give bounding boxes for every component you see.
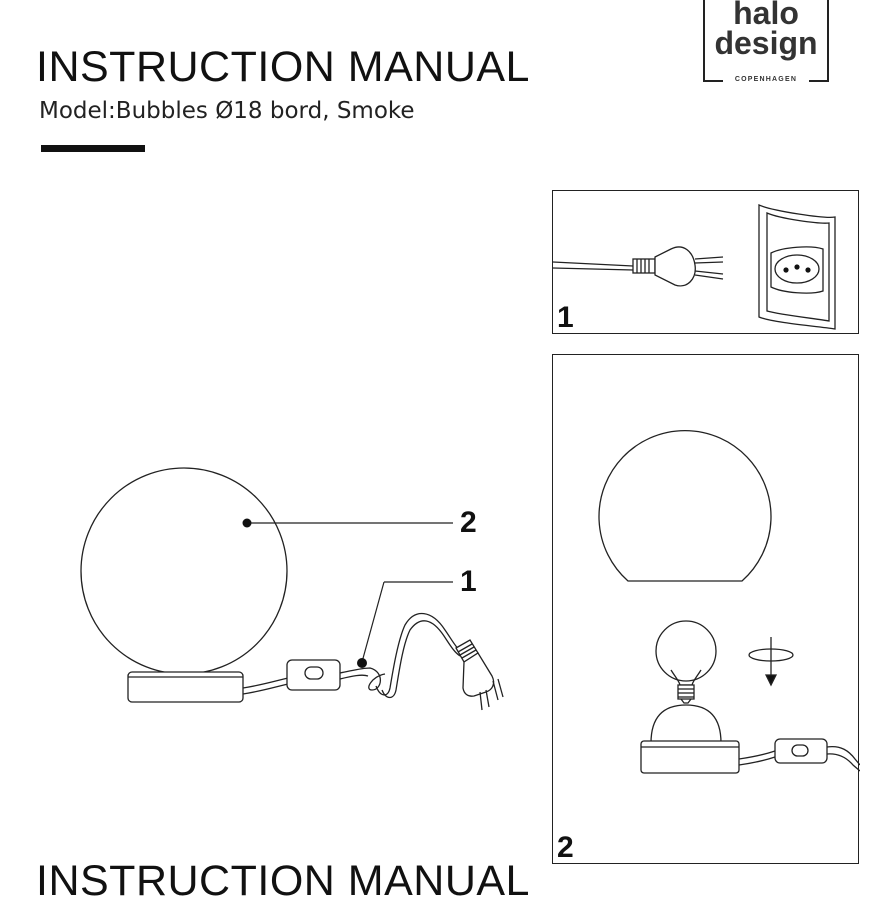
callout-number-cable: 1 [460,565,477,598]
logo-word-halo: halo [733,0,799,31]
logo-word-design: design [714,25,818,61]
page-title: INSTRUCTION MANUAL [36,43,530,91]
lamp-holder [651,705,721,743]
bulb-screw-in-icon [553,355,860,865]
plug-into-socket-icon [553,191,860,335]
shade-detached [599,431,771,581]
switch-detail [775,739,827,763]
footer-title: INSTRUCTION MANUAL [36,857,530,905]
plug-icon [456,640,503,710]
globe-bulb [656,621,716,681]
inline-switch [287,660,340,690]
cable [243,678,288,688]
leader-dot-cable [357,658,367,668]
base-detail [641,741,739,773]
model-line: Model:Bubbles Ø18 bord, Smoke [39,98,415,124]
callout-number-shade: 2 [460,506,477,539]
step-number: 1 [557,301,574,334]
globe-shade [81,468,287,674]
step-2-panel [552,354,859,864]
step-number: 2 [557,831,574,864]
step-1-panel [552,190,859,334]
leader-dot-shade [243,519,252,528]
logo-city: COPENHAGEN [723,74,809,86]
